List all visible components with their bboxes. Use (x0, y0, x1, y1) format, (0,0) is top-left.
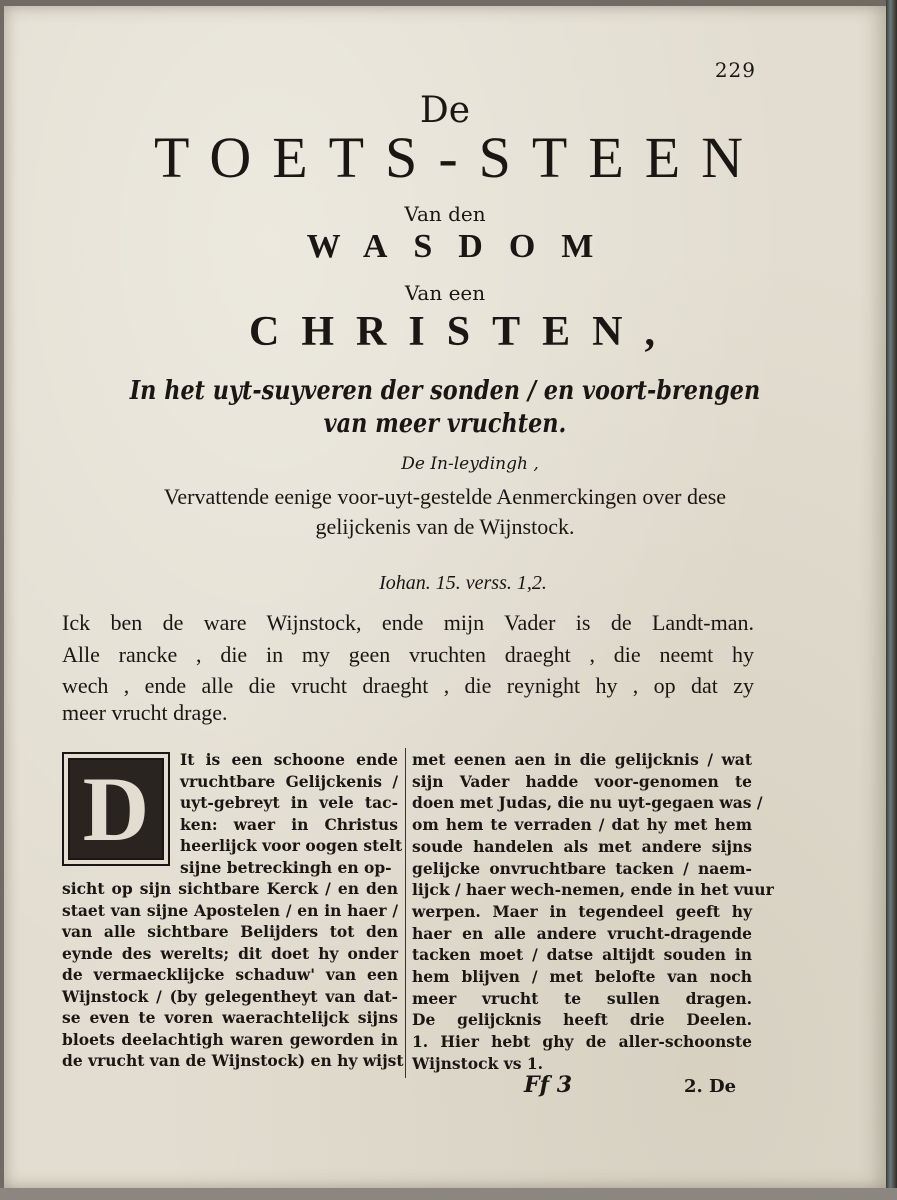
body-text-line: heerlijck voor oogen stelt (180, 836, 403, 855)
title-main: TOETS-STEEN (153, 125, 765, 190)
catchword: 2. De (684, 1076, 737, 1097)
body-text-line: hem blijven / met belofte van noch (412, 967, 752, 986)
body-text-line: De gelijcknis heeft drie Deelen. (412, 1010, 752, 1030)
scan-background-bottom (0, 1188, 897, 1200)
subtitle-line: van meer vruchten. (323, 409, 567, 439)
ornamental-drop-cap (62, 752, 170, 866)
body-text-line: de vermaecklijcke schaduw' van een (62, 965, 398, 984)
title-van-een: Van een (404, 281, 486, 305)
body-text-line: haer en alle andere vrucht-dragende (412, 923, 752, 943)
body-text-line: soude handelen als met andere sijns (412, 836, 752, 856)
body-text-line: meer vrucht te sullen dragen. (412, 988, 752, 1008)
body-text-line: Wijnstock / (by gelegentheyt van dat- (62, 986, 398, 1006)
subtitle-line: In het uyt-suyveren der sonden / en voort-brengen (129, 376, 761, 406)
body-text-line: van alle sichtbare Belijders tot den (62, 922, 398, 941)
body-text-line: eynde des werelts; dit doet hy onder (62, 943, 398, 963)
title-van-den: Van den (404, 202, 486, 226)
body-text-line: bloets deelachtigh waren geworden in (62, 1029, 398, 1049)
body-text-line: tacken moet / datse altijdt souden in (412, 945, 752, 965)
verse-line: Ick ben de ware Wijnstock, ende mijn Vader is de Landt-man. (62, 610, 754, 635)
body-text-line: vruchtbare Gelijckenis / (180, 771, 398, 791)
body-text-line: ken: waer in Christus (180, 814, 398, 834)
summary-line: gelijckenis van de Wijnstock. (315, 514, 575, 539)
drop-cap-letter: D (82, 758, 150, 860)
body-text-line: uyt-gebreyt in vele tac- (180, 793, 398, 812)
title-wasdom: WASDOM (306, 228, 620, 265)
body-text-line: met eenen aen in die gelijcknis / wat (412, 750, 752, 769)
body-text-line: staet van sijne Apostelen / en in haer / (62, 900, 398, 920)
body-text-line: werpen. Maer in tegendeel geeft hy (412, 901, 752, 921)
verse-line: wech , ende alle die vrucht draeght , die reynight hy , op dat zy (62, 673, 754, 698)
summary-line: Vervattende eenige voor-uyt-gestelde Aenmerckingen over dese (163, 484, 727, 509)
body-text-line: sicht op sijn sichtbare Kerck / en den (62, 879, 398, 898)
verse-line: meer vrucht drage. (62, 700, 228, 725)
body-text-line: sijne betreckingh en op- (180, 857, 392, 877)
scripture-reference: Iohan. 15. verss. 1,2. (379, 572, 547, 594)
signature-mark: Ff 3 (524, 1072, 573, 1098)
body-text-line: gelijcke onvruchtbare tacken / naem- (412, 858, 752, 878)
title-de: De (419, 90, 471, 131)
body-text-line: It is een schoone ende (180, 750, 398, 769)
body-text-line: se even te voren waerachtelijck sijns (62, 1008, 398, 1027)
body-text-line: de vrucht van de Wijnstock) en hy wijst (62, 1051, 404, 1070)
verse-line: Alle rancke , die in my geen vruchten draeght , die neemt hy (62, 642, 754, 667)
body-text-line: lijck / haer wech-nemen, ende in het vuur (412, 880, 774, 900)
page-number: 229 (714, 58, 756, 82)
body-text-line: 1. Hier hebt ghy de aller-schoonste (412, 1032, 752, 1052)
title-christen: CHRISTEN, (249, 309, 677, 355)
body-text-line: doen met Judas, die nu uyt-gegaen was / (412, 793, 763, 813)
column-divider (405, 748, 406, 1078)
body-text-line: Wijnstock vs 1. (412, 1053, 544, 1073)
book-page (4, 6, 886, 1188)
body-text-line: sijn Vader hadde voor-genomen te (412, 771, 752, 791)
body-text-line: om hem te verraden / dat hy met hem (412, 815, 752, 835)
intro-label: De In-leydingh , (401, 454, 539, 474)
